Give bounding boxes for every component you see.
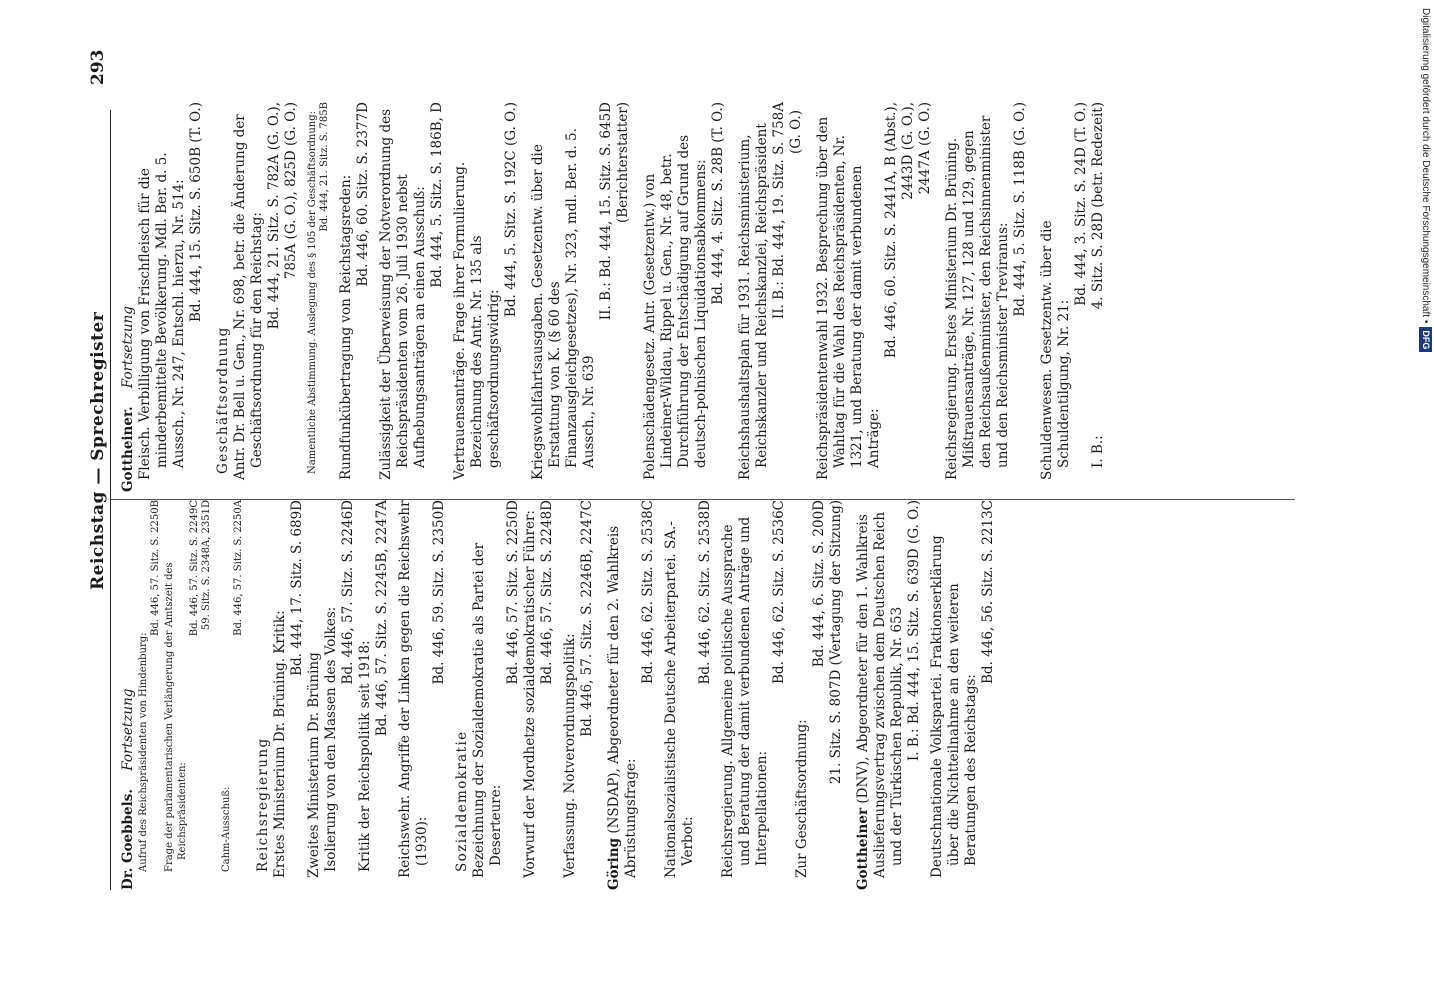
reference: Bd. 446, 62. Sitz. S. 2538D (697, 500, 714, 685)
subject-text: Zweites Ministerium Dr. Brüning (306, 652, 323, 878)
reference: Bd. 446, 57. Sitz. S. 2249C (188, 500, 200, 637)
subject-text: Isolierung von den Massen des Volkes: (323, 606, 340, 872)
dfg-logo: DFG (1420, 327, 1433, 352)
reference: 4. Sitz. S. 28D (betr. Redezeit) (1089, 102, 1106, 310)
reference-note: (Berichterstatter) (614, 102, 631, 224)
subject-heading: Geschäftsordnung (215, 326, 231, 474)
subject-text: Vertrauensanträge. Frage ihrer Formulierung. Bezeichnung des Antr. Nr. 135 als geschäftsordnungswidrig: (451, 161, 502, 480)
reference: Bd. 444, 3. Sitz. S. 24D (T. O.) (1072, 102, 1089, 306)
subject-text: Kriegswohlfahrtsausgaben. Gesetzentw. über die Erstattung von K. (§ 60 des Finanzausgleichgesetzes), Nr. 323, mdl. Ber. d. 5. Aussch., Nr. 639 (529, 128, 597, 480)
subject-heading: Sozialdemokratie (454, 730, 471, 872)
subject-text: Reichspräsidentenwahl 1932. Besprechung über den Wahltag für die Wahl des Reichspräsidenten, Nr. 1321, und Beratung der damit verbundenen Anträge: (814, 116, 882, 480)
reference: 2443D (G. O.), (899, 102, 916, 200)
reference: 59. Sitz. S. 2348A, 2351D (201, 500, 213, 631)
credit-text: Digitalisierung gefördert durch die Deutsche Forschungsgemeinschaft • (1420, 8, 1432, 324)
reference: Bd. 444, 5. Sitz. S. 118B (G. O.) (1011, 102, 1028, 317)
subject-text: Zulässigkeit der Überweisung der Notverordnung des Reichspräsidenten vom 26. Juli 1930 nebst Aufhebungsanträgen an einen Ausschuß: (377, 108, 428, 480)
entry-head-goebbels (120, 500, 137, 890)
subject-text: Erstes Ministerium Dr. Brüning. Kritik: (272, 610, 289, 878)
subject-text: Deutschnationale Volkspartei. Fraktionserklärung über die Nichtteilnahme an den weiteren Beratungen des Reichstags: (929, 535, 980, 878)
reference: Bd. 444, 21. Sitz. S. 785B (319, 102, 330, 232)
subject-text: Schuldenwesen. Gesetzentw. über die Schuldentilgung, Nr. 21: (1038, 220, 1072, 480)
subject-text: Abrüstungsfrage: (623, 758, 640, 878)
reference: 2447A (G. O.) (916, 102, 933, 195)
reference: Bd. 446, 57. Sitz. S. 2250A (232, 500, 244, 636)
reference: Bd. 446, 57. Sitz. S. 2246B, 2247C (579, 500, 596, 737)
subject-text: Aufruf des Reichspräsidenten von Hindenburg: (138, 632, 149, 872)
reference: Bd. 444, 6. Sitz. S. 200D (811, 500, 828, 668)
sidebar-credit (1418, 8, 1434, 998)
reference-line (1090, 102, 1107, 492)
subject-text: Vorwurf der Mordhetze sozialdemokratischer Führer: (522, 510, 539, 878)
right-column (120, 102, 1107, 492)
continuation-note: Fortsetzung (120, 688, 136, 771)
entry-head-gottheiner (855, 500, 872, 890)
reference: Bd. 444, 15. Sitz. S. 650B (T. O.) (188, 102, 204, 322)
reference: Bd. 446, 57. Sitz. S. 2248D (539, 500, 556, 685)
speaker-description: (DNV), Abgeordneter für den 1. Wahlkreis (855, 514, 872, 804)
reference: Bd. 446, 56. Sitz. S. 2213C (980, 500, 997, 684)
reference: Bd. 444, 4. Sitz. S. 28B (T. O.) (709, 102, 726, 305)
reference-prefix: I. B.: (1089, 435, 1106, 468)
reference: Bd. 446, 59. Sitz. S. 2350D (431, 500, 448, 685)
speaker-name: Gottheiner. (120, 406, 136, 492)
reference: Bd. 446, 57. Sitz. S. 2245B, 2247A (374, 500, 391, 737)
sidebar-credit-inner (1418, 8, 1434, 988)
reference: Bd. 444, 21. Sitz. S. 782A (G. O.), (266, 102, 282, 330)
speaker-name: Gottheiner (855, 807, 872, 890)
subject-text: Antr. Dr. Bell u. Gen., Nr. 698, betr. die Änderung der Geschäftsordnung für den Reichstag: (232, 114, 265, 480)
entry-head-gottheiner-cont (120, 102, 137, 492)
reference: Bd. 446, 57. Sitz. S. 2246D (340, 500, 357, 685)
reference: Bd. 446, 60. Sitz. S. 2377D (354, 102, 371, 287)
subject-text: Cahm-Ausschuß: (220, 786, 232, 872)
running-head: Reichstag — Sprechregister (88, 311, 108, 590)
subject-text: Auslieferungsvertrag zwischen dem Deutschen Reich und der Türkischen Republik, Nr. 653 (872, 511, 906, 878)
subject-text: Fleisch. Verbilligung von Frischfleisch für die minderbemittelte Bevölkerung. Mdl. Ber. d. 5. Aussch., Nr. 247, Entschl. hierzu, Nr. 514: (137, 152, 187, 480)
reference: Bd. 444, 17. Sitz. S. 689D (289, 500, 306, 676)
reference: II. B.: Bd. 444, 19. Sitz. S. 758A (770, 102, 787, 320)
subject-text: Reichsregierung. Erstes Ministerium Dr. Brüning. Mißtrauensanträge, Nr. 127, 128 und 129, gegen den Reichsaußenminister, den Reichsinnenminister und den Reichsminister Treviranus: (943, 115, 1011, 480)
speaker-name: Göring (606, 837, 623, 890)
reference: Bd. 444, 5. Sitz. S. 192C (G. O.) (502, 102, 519, 318)
subject-text: Frage der parlamentarischen Verlängerung der Amtszeit des Reichspräsidenten: (163, 562, 188, 872)
entry-head-goering (606, 500, 623, 890)
subject-text: Kritik der Reichspolitik seit 1918: (357, 640, 374, 872)
subject-heading: Reichsregierung (255, 737, 272, 872)
continuation-note: Fortsetzung (120, 306, 136, 389)
left-column (120, 500, 997, 890)
speaker-description: (NSDAP), Abgeordneter für den 2. Wahlkreis (606, 525, 623, 834)
subject-text: Reichsregierung. Allgemeine politische Aussprache und Beratung der damit verbundenen Anträge und Interpellationen: (720, 516, 771, 878)
header-rule (110, 110, 111, 890)
reference: Bd. 446, 57. Sitz. S. 2250B (150, 500, 161, 636)
reference: (G. O.) (787, 110, 804, 154)
reference: 21. Sitz. S. 807D (Vertagung der Sitzung) (828, 500, 845, 785)
subject-text: Reichswehr. Angriffe der Linken gegen die Reichswehr (1930): (397, 500, 431, 878)
subject-text: Verfassung. Notverordnungspolitik: (562, 633, 579, 878)
subject-text: Polenschädengesetz. Antr. (Gesetzentw.) von Lindeiner-Wildau, Rippel u. Gen., Nr. 48, betr. Durchführung der Entschädigung auf Grund des deutsch-polnischen Liquidationsabkommens: (641, 134, 709, 480)
reference: 785A (G. O.), 825D (G. O.) (283, 102, 299, 280)
reference: II. B.: Bd. 444, 15. Sitz. S. 645D (597, 102, 614, 321)
reference: Bd. 446, 60. Sitz. S. 2441A, B (Abst.), (882, 102, 899, 359)
reference: Bd. 444, 5. Sitz. S. 186B, D (428, 102, 445, 288)
speaker-name: Dr. Goebbels. (120, 789, 136, 890)
subject-text: Rundfunkübertragung von Reichstagsreden: (337, 174, 354, 480)
subject-text: Zur Geschäftsordnung: (794, 719, 811, 878)
subject-text: Bezeichnung der Sozialdemokratie als Partei der Deserteure: (471, 542, 505, 878)
subject-text: Nationalsozialistische Deutsche Arbeiterpartei. SA.-Verbot: (663, 521, 697, 878)
subject-text: Reichshaushaltsplan für 1931. Reichsministerium, Reichskanzler und Reichskanzlei, Reichspräsident (736, 123, 770, 480)
reference: I. B.: Bd. 444, 15. Sitz. S. 639D (G. O.) (906, 500, 923, 762)
reference: Bd. 446, 57. Sitz. S. 2250D (505, 500, 522, 685)
page-number: 293 (88, 49, 108, 85)
reference: Bd. 446, 62. Sitz. S. 2538C (640, 500, 657, 684)
reference: Bd. 446, 62. Sitz. S. 2536C (771, 500, 788, 684)
subject-text: Namentliche Abstimmung. Auslegung des § 105 der Geschäftsordnung: (307, 111, 318, 474)
